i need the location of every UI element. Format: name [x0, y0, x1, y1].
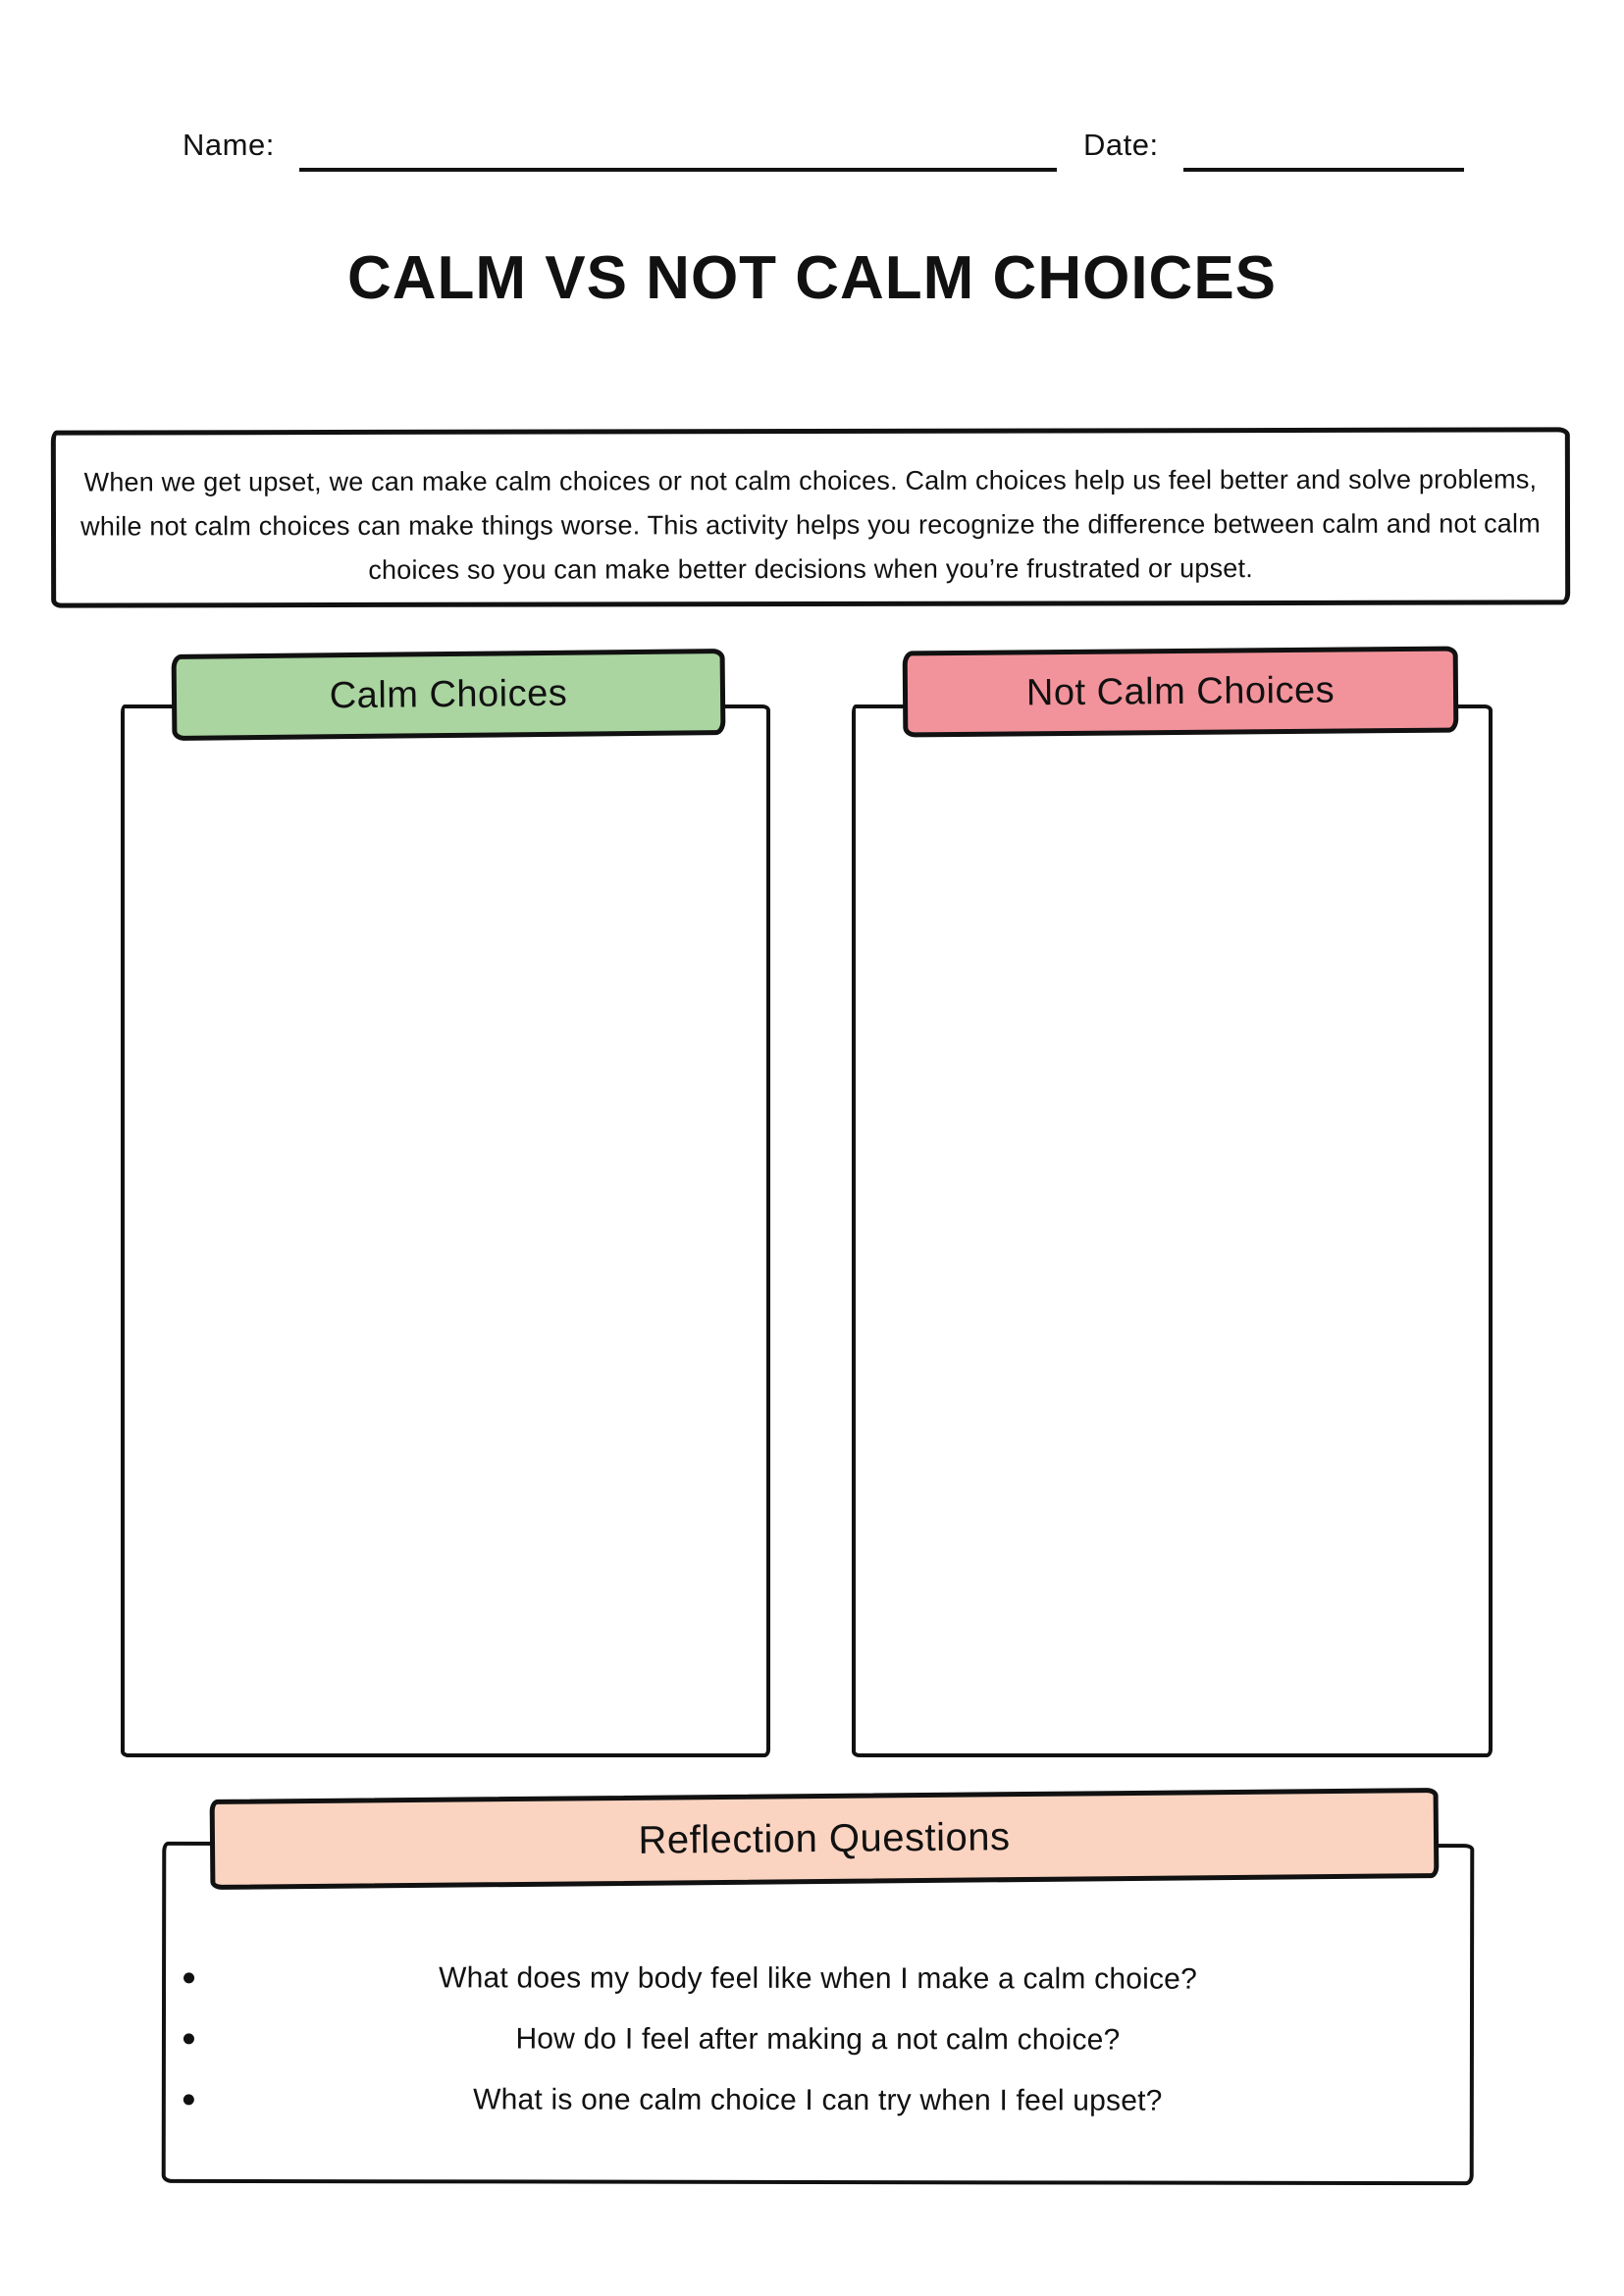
reflection-box — [162, 1842, 1475, 2185]
reflection-question-1 — [195, 1948, 1441, 2010]
not-calm-choices-header — [903, 647, 1459, 738]
intro-line-3: choices so you can make better decisions when you’re frustrated or upset. — [368, 553, 1253, 585]
name-label: Name: — [183, 128, 275, 162]
date-input-line[interactable] — [1183, 168, 1464, 172]
bullet-icon — [183, 2033, 194, 2044]
bullet-icon — [183, 2094, 194, 2105]
intro-text — [56, 432, 1565, 593]
reflection-question-2 — [195, 2009, 1441, 2071]
bullet-icon — [183, 1972, 194, 1983]
calm-choices-header — [172, 649, 726, 741]
not-calm-choices-header-label: Not Calm Choices — [1025, 669, 1336, 713]
name-input-line[interactable] — [299, 168, 1057, 172]
reflection-question-1-text: What does my body feel like when I make a calm choice? — [439, 1961, 1197, 1996]
reflection-header — [210, 1788, 1440, 1890]
intro-line-1: When we get upset, we can make calm choices or not calm choices. Calm choices help us feel better and solve problems, — [83, 464, 1538, 497]
intro-line-2: while not calm choices can make things worse. This activity helps you recognize the difference between calm and not calm — [80, 508, 1541, 542]
reflection-header-label: Reflection Questions — [638, 1814, 1011, 1862]
calm-choices-header-label: Calm Choices — [329, 672, 568, 716]
reflection-question-3-text: What is one calm choice I can try when I feel upset? — [473, 2083, 1163, 2117]
page-title: CALM VS NOT CALM CHOICES — [346, 244, 1278, 312]
reflection-question-2-text: How do I feel after making a not calm choice? — [515, 2022, 1121, 2057]
reflection-question-3 — [195, 2069, 1441, 2132]
reflection-question-list — [166, 1846, 1471, 2132]
date-label: Date: — [1083, 128, 1159, 162]
calm-choices-write-area[interactable] — [121, 704, 770, 1757]
intro-box — [51, 427, 1570, 607]
not-calm-choices-write-area[interactable] — [852, 704, 1493, 1757]
